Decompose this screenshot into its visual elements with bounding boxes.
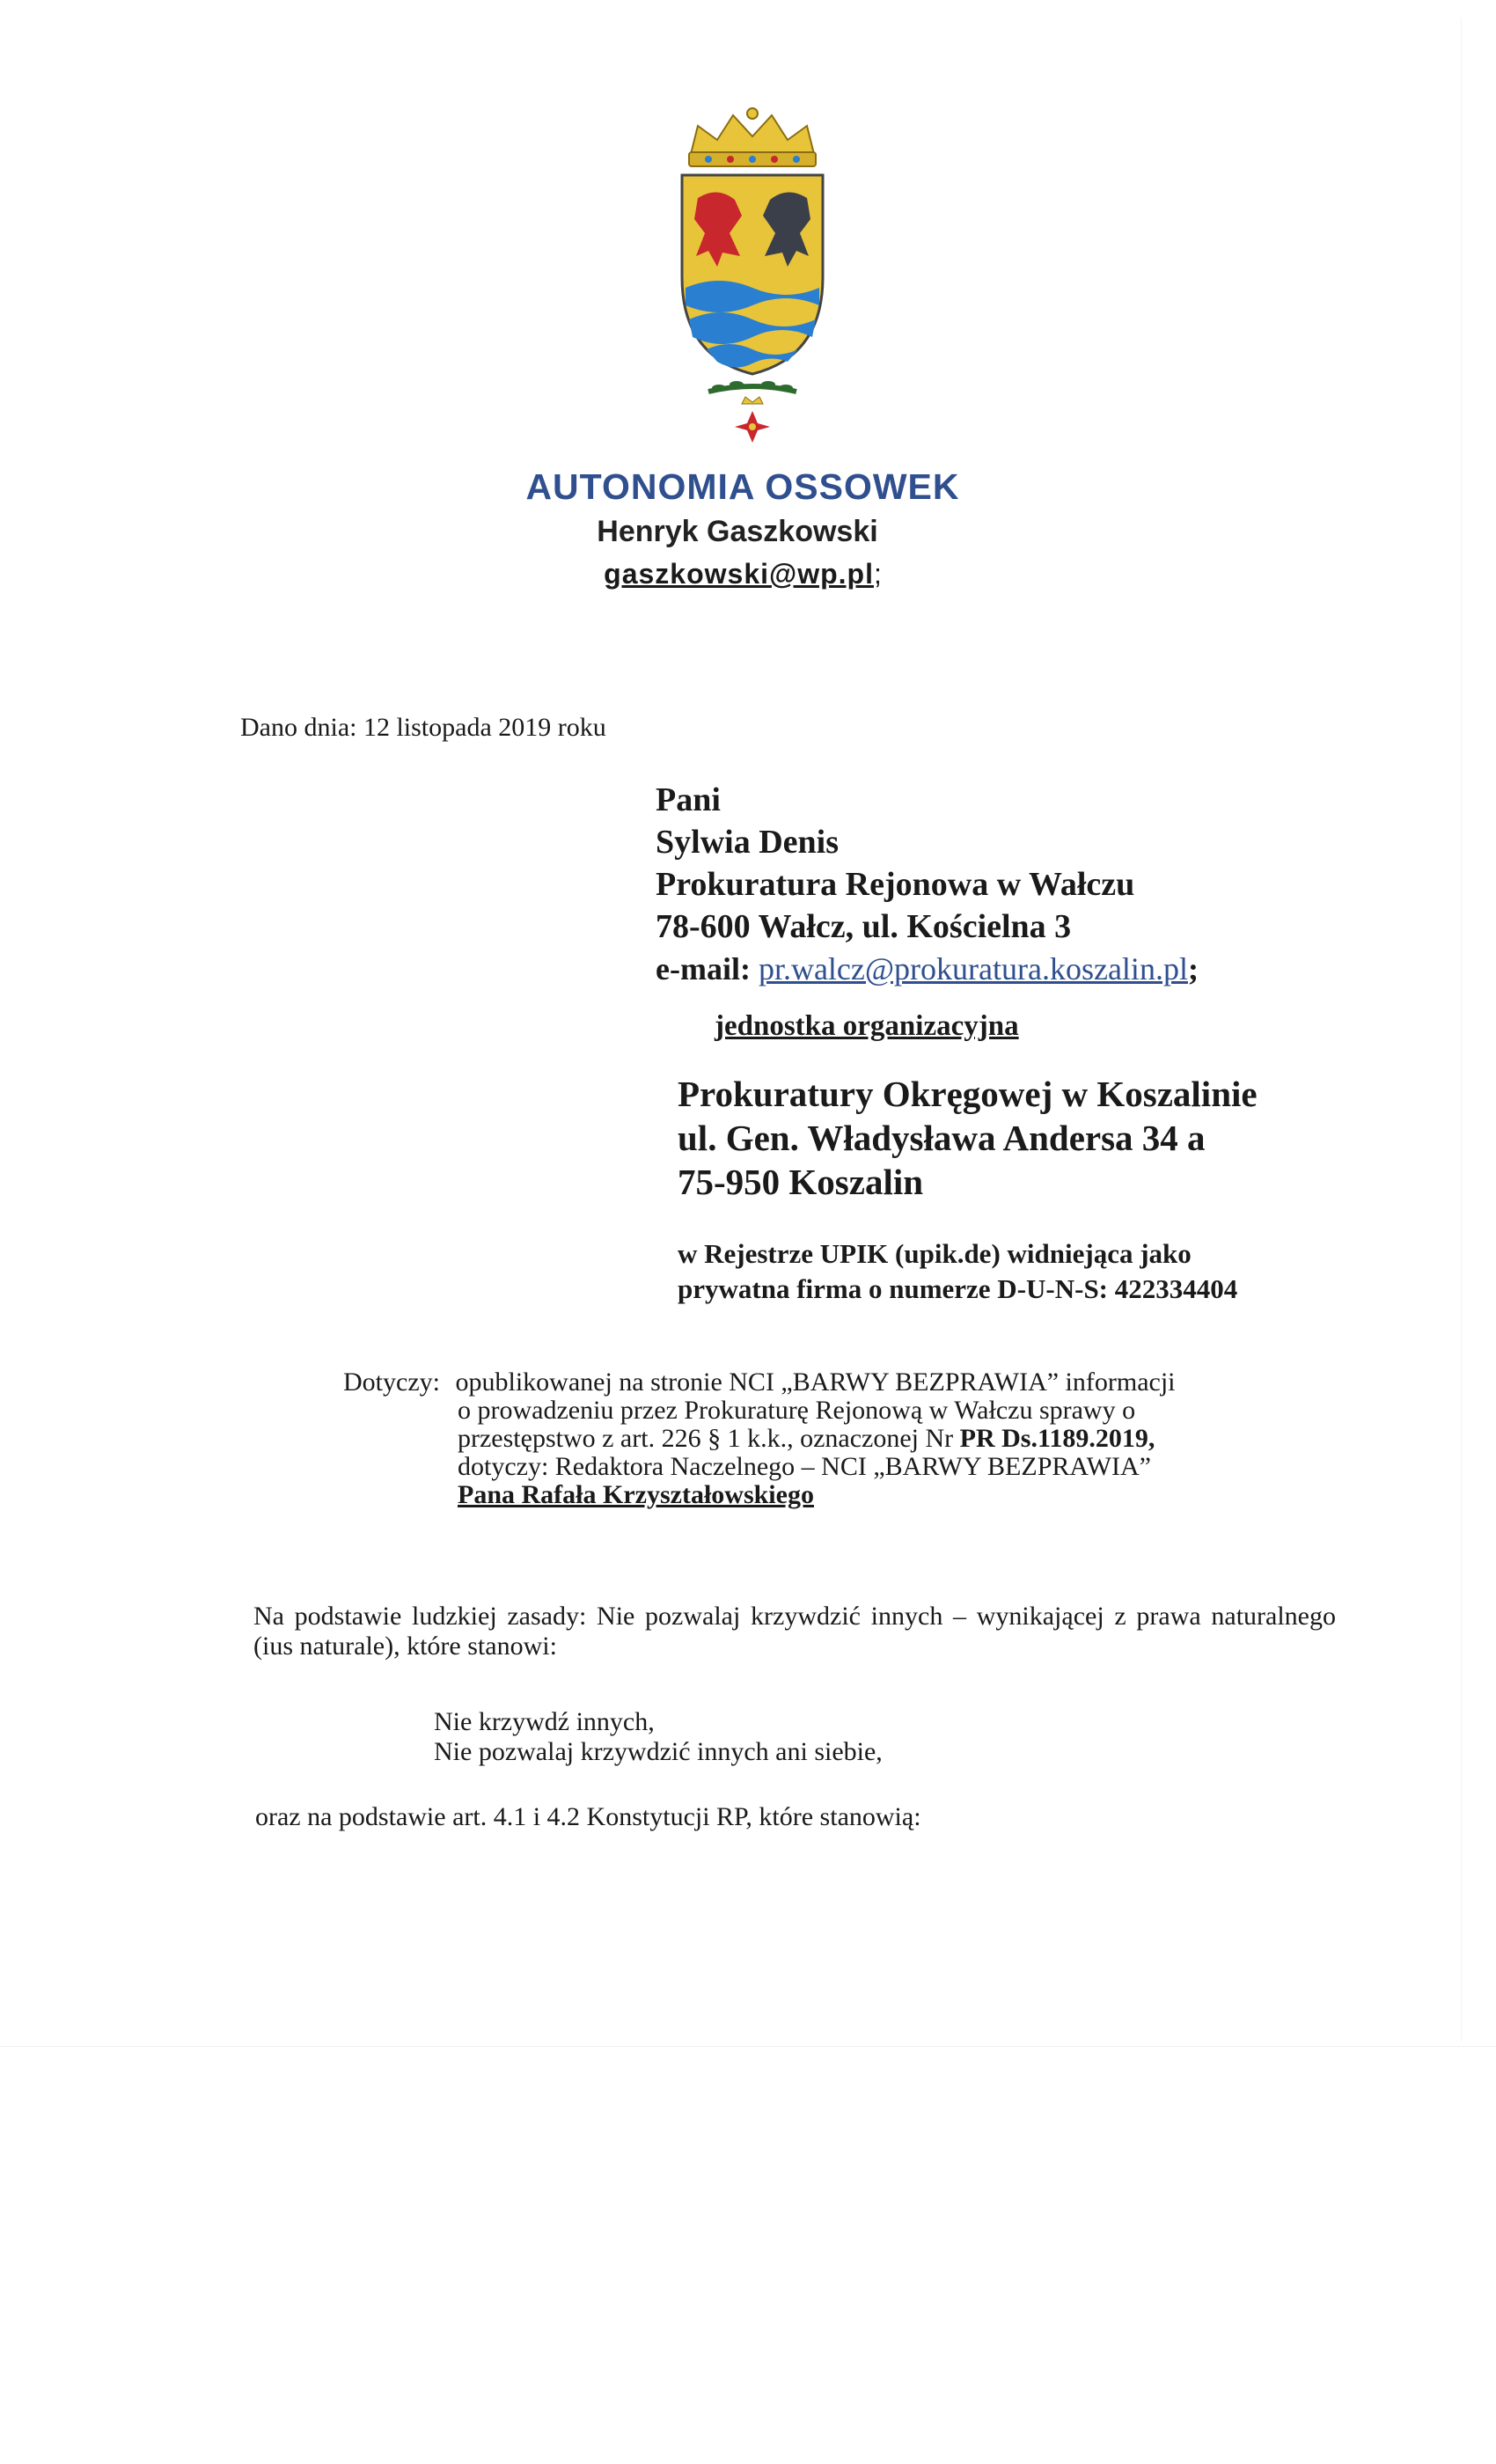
organization-title: AUTONOMIA OSSOWEK [525,466,960,507]
subject-text-3: przestępstwo z art. 226 § 1 k.k., oznaczonej Nr [458,1424,960,1453]
parent-office-name: Prokuratury Okręgowej w Koszalinie [678,1074,1258,1114]
registry-line-1: w Rejestrze UPIK (upik.de) widniejąca jako [678,1238,1192,1269]
registry-note [678,1236,1237,1307]
laurel-icon [708,381,796,392]
parent-office-city: 75-950 Koszalin [678,1162,924,1202]
scan-edge [0,2046,1496,2047]
recipient-email-link[interactable]: pr.walcz@prokuratura.koszalin.pl [758,951,1188,986]
quote-line-2: Nie pozwalaj krzywdzić innych ani siebie, [434,1737,883,1766]
recipient-email-separator: ; [1187,951,1199,986]
recipient-address: 78-600 Wałcz, ul. Kościelna 3 [656,908,1072,945]
recipient-salutation: Pani [656,781,721,818]
letterhead [0,466,1496,590]
shield-icon [682,175,823,374]
parent-office-street: ul. Gen. Władysława Andersa 34 a [678,1118,1206,1158]
recipient-block [656,779,1199,990]
scan-edge-right [1461,18,1462,2042]
quote-line-1: Nie krzywdź innych, [434,1707,655,1736]
subject-line-3 [343,1425,1176,1453]
crown-icon [689,108,816,166]
date-line: Dano dnia: 12 listopada 2019 roku [240,713,606,742]
coat-of-arms-emblem [656,101,849,453]
subject-line-4: dotyczy: Redaktora Naczelnego – NCI „BARWY BEZPRAWIA” [458,1452,1151,1481]
order-cross-icon [735,397,770,443]
unit-note: jednostka organizacyjna [715,1010,1019,1042]
recipient-email-line [656,948,1199,990]
sender-email-link[interactable]: gaszkowski@wp.pl [604,558,874,590]
registry-line-2: prywatna firma o numerze D-U-N-S: 422334404 [678,1273,1238,1304]
sender-name: Henryk Gaszkowski [597,515,878,548]
quote-block [434,1707,883,1767]
subject-label: Dotyczy: [343,1368,440,1397]
subject-block [343,1368,1176,1509]
recipient-office: Prokuratura Rejonowa w Wałczu [656,866,1135,903]
sender-email-line [0,558,1491,590]
subject-line-5 [343,1481,1176,1509]
recipient-email-label: e-mail: [656,951,759,986]
email-separator: ; [873,558,882,590]
subject-line-1 [343,1368,1176,1397]
subject-person: Pana Rafała Krzyształowskiego [458,1480,814,1509]
case-number: PR Ds.1189.2019, [959,1424,1155,1453]
body-paragraph: Na podstawie ludzkiej zasady: Nie pozwalaj krzywdzić innych – wynikającej z prawa naturalnego (ius naturale), które stanowi: [253,1602,1336,1661]
parent-office-block [678,1072,1258,1204]
closing-line: oraz na podstawie art. 4.1 i 4.2 Konstytucji RP, które stanowią: [255,1802,921,1831]
subject-line-2: o prowadzeniu przez Prokuraturę Rejonową w Wałczu sprawy o [458,1396,1136,1425]
recipient-name: Sylwia Denis [656,824,839,861]
subject-text-1: opublikowanej na stronie NCI „BARWY BEZPRAWIA” informacji [455,1368,1176,1397]
